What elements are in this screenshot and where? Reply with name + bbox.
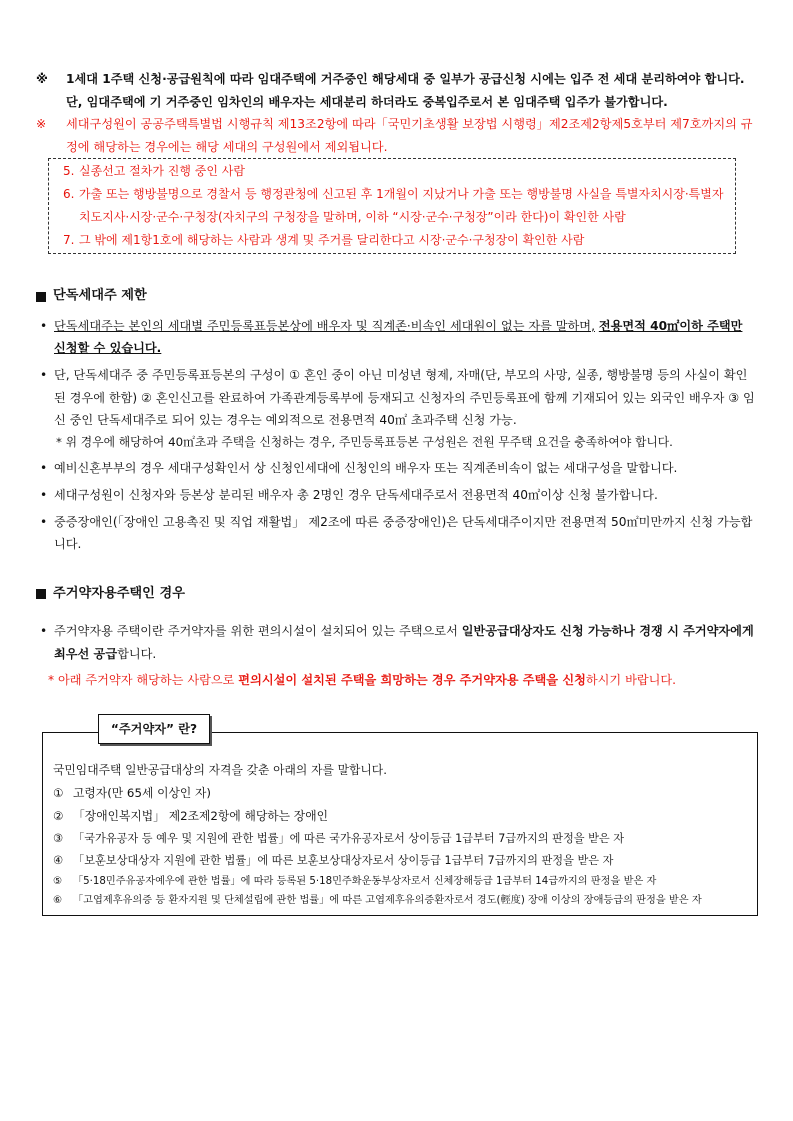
bullet-text: 단, 단독세대주 중 주민등록표등본의 구성이 ① 혼인 중이 아닌 미성년 형제, 자매(단, 부모의 사망, 실종, 행방불명 등의 사실이 확인된 경우에 한함) ② 혼인신고를 완료하여 가족관계등록부에 등재되고 신청자의 주민등록표에 함께 기재되어 있는 외국인 배우자 ③ 임신 중인 단독세대주로 되어 있는 경우는 예외적으로 전용면적 40㎡ 초과주택 신청 가능.	[54, 367, 755, 428]
bullet-text: 예비신혼부부의 경우 세대구성확인서 상 신청인세대에 신청인의 배우자 또는 직계존비속이 없는 세대구성을 말합니다.	[54, 461, 678, 476]
note-mark: ※	[36, 72, 48, 86]
definition-item	[53, 872, 747, 892]
item-text: 실종선고 절차가 진행 중인 사람	[79, 164, 245, 179]
bullet-text: 주거약자용 주택이란 주거약자를 위한 편의시설이 설치되어 있는 주택으로서	[54, 624, 458, 639]
item-number: ①	[53, 785, 64, 800]
item-text: 가출 또는 행방불명으로 경찰서 등 행정관청에 신고된 후 1개월이 지났거나 가출 또는 행방불명 사실을 특별자치시장·특별자치도지사·시장·군수·구청장(자치구의 구청장을 말하며, 이하 “시장·군수·구청장”이라 한다)이 확인한 사람	[79, 187, 724, 224]
section-title: 단독세대주 제한	[53, 288, 147, 304]
item-number: 5.	[63, 164, 75, 179]
item-text: 「보훈보상대상자 지원에 관한 법률」에 따른 보훈보상대상자로서 상이등급 1급부터 7급까지의 판정을 받은 자	[73, 853, 614, 867]
bullet-dot-icon: •	[40, 461, 48, 476]
definition-item	[53, 850, 747, 872]
exclusion-item	[63, 160, 729, 183]
bullet-item	[36, 620, 758, 665]
definition-content	[42, 732, 758, 916]
item-number: ②	[53, 808, 64, 823]
note-text: 세대구성원이 공공주택특별법 시행규칙 제13조2항에 따라「국민기초생활 보장법 시행령」제2조제2항제5호부터 제7호까지의 규정에 해당하는 경우에는 해당 세대의 구성원에서 제외됩니다.	[66, 117, 753, 154]
square-bullet-icon	[36, 589, 46, 599]
bullet-dot-icon: •	[40, 624, 48, 639]
item-text: 고령자(만 65세 이상인 자)	[73, 785, 212, 800]
section-heading-vulnerable-housing	[36, 582, 758, 606]
item-number: ④	[53, 853, 64, 867]
exclusion-item	[63, 183, 729, 229]
definition-item	[53, 805, 747, 828]
document-page	[36, 68, 758, 916]
item-number: 7.	[63, 232, 75, 247]
definition-item	[53, 782, 747, 805]
bullet-text: 단독세대주는 본인의 세대별 주민등록표등본상에 배우자 및 직계존·비속인 세대원이 없는 자를 말하며,	[54, 318, 595, 333]
item-text: 그 밖에 제1항1호에 해당하는 사람과 생계 및 주거를 달리한다고 시장·군수·구청장이 확인한 사람	[79, 232, 585, 247]
household-member-exclusion-note	[36, 113, 758, 158]
bullet-text: 중증장애인(「장애인 고용촉진 및 직업 재활법」 제2조에 따른 중증장애인)은 단독세대주이지만 전용면적 50㎡미만까지 신청 가능합니다.	[54, 514, 753, 552]
bullet-text-end: 합니다.	[117, 646, 157, 661]
note-text: 1세대 1주택 신청·공급원칙에 따라 임대주택에 거주중인 해당세대 중 일부가 공급신청 시에는 입주 전 세대 분리하여야 합니다. 단, 임대주택에 기 거주중인 임차인의 배우자는 세대분리 하더라도 중복입주로서 본 임대주택 입주가 불가합니다.	[66, 72, 745, 109]
square-bullet-icon	[36, 292, 46, 302]
item-text: 「국가유공자 등 예우 및 지원에 관한 법률」에 따른 국가유공자로서 상이등급 1급부터 7급까지의 판정을 받은 자	[73, 831, 625, 845]
section-title: 주거약자용주택인 경우	[53, 585, 185, 601]
item-text: 「장애인복지법」 제2조제2항에 해당하는 장애인	[73, 808, 328, 823]
vulnerable-definition-box	[36, 714, 758, 916]
note-mark: ※	[36, 117, 47, 132]
bullet-item	[36, 511, 758, 556]
star-note-end: 하시기 바랍니다.	[585, 673, 677, 688]
item-number: ⑤	[53, 875, 63, 887]
definition-box-title: “주거약자” 란?	[98, 714, 210, 744]
bullet-text: 세대구성원이 신청자와 등본상 분리된 배우자 총 2명인 경우 단독세대주로서 전용면적 40㎡이상 신청 불가합니다.	[54, 488, 658, 503]
bullet-dot-icon: •	[40, 488, 48, 503]
bullet-item	[36, 315, 758, 360]
bullet-bold-text: 일반공급대상자도 신청 가능하나 경쟁 시 주거약자에게 최우선 공급	[54, 624, 754, 661]
definition-intro: 국민임대주택 일반공급대상의 자격을 갖춘 아래의 자를 말합니다.	[53, 762, 387, 777]
item-number: ③	[53, 831, 64, 845]
household-separation-note	[36, 68, 758, 113]
star-note-bold: 편의시설이 설치된 주택을 희망하는 경우 주거약자용 주택을 신청	[238, 673, 586, 688]
section-heading-single-householder	[36, 284, 758, 308]
star-note-text: * 아래 주거약자 해당하는 사람으로	[48, 673, 235, 688]
item-text: 「고엽제후유의증 등 환자지원 및 단체설립에 관한 법률」에 따른 고엽제후유의증환자로서 경도(輕度) 장애 이상의 장애등급의 판정을 받은 자	[73, 895, 702, 907]
definition-item	[53, 891, 747, 911]
bullet-item	[36, 364, 758, 454]
bullet-dot-icon: •	[40, 367, 48, 382]
bullet-dot-icon: •	[40, 514, 48, 529]
item-number: 6.	[63, 187, 75, 202]
bullet-item	[36, 484, 758, 507]
bullet-item	[36, 457, 758, 480]
bullet-bold-text: 전용면적 40㎡이하 주택만 신청할 수 있습니다.	[54, 318, 743, 356]
item-number: ⑥	[53, 895, 63, 907]
definition-item	[53, 828, 747, 850]
vulnerable-star-note	[36, 669, 758, 692]
bullet-footnote: * 위 경우에 해당하여 40㎡초과 주택을 신청하는 경우, 주민등록표등본 구성원은 전원 무주택 요건을 충족하여야 합니다.	[56, 434, 673, 449]
exclusion-item	[63, 229, 729, 252]
bullet-dot-icon: •	[40, 318, 48, 333]
exclusion-list-box	[48, 158, 736, 254]
item-text: 「5·18민주유공자예우에 관한 법률」에 따라 등록된 5·18민주화운동부상자로서 신체장해등급 1급부터 14급까지의 판정을 받은 자	[73, 875, 657, 887]
